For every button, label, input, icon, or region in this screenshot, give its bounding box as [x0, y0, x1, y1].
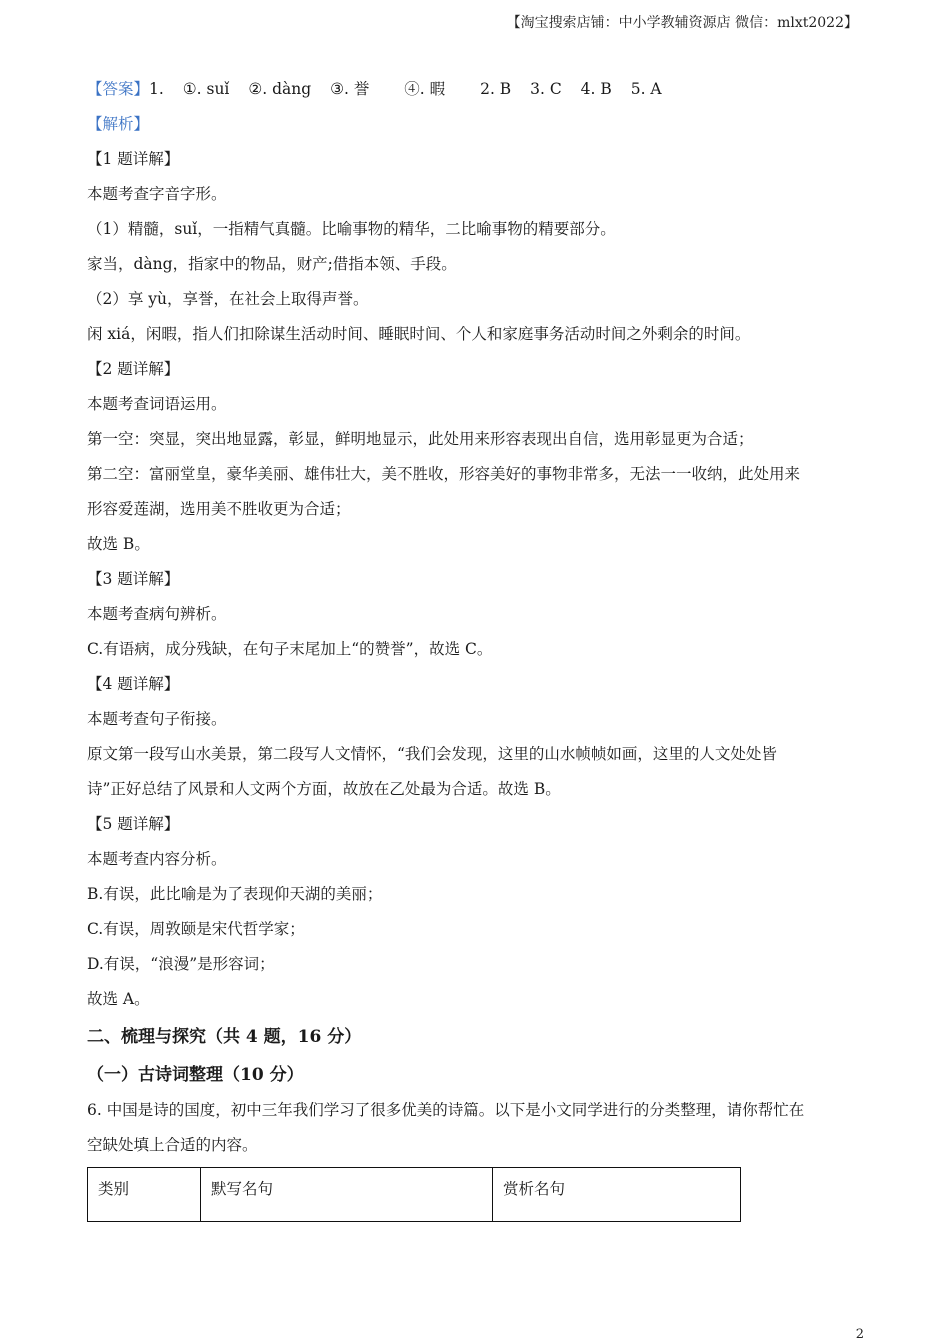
answer-item: ②. dàng [248, 80, 312, 98]
analysis-label: 【解析】 [87, 115, 150, 133]
page-number: 2 [855, 1327, 864, 1342]
document-body [87, 72, 862, 1222]
header-note: 【淘宝搜索店铺：中小学教辅资源店 微信：mlxt2022】 [506, 15, 858, 31]
q3-line: C.有语病，成分残缺，在句子末尾加上“的赞誉”，故选 C。 [87, 640, 493, 658]
q5-heading: 【5 题详解】 [87, 815, 180, 833]
q2-line: 故选 B。 [87, 535, 150, 553]
q6-line: 6. 中国是诗的国度，初中三年我们学习了很多优美的诗篇。以下是小文同学进行的分类整理，请你帮忙在 [87, 1101, 805, 1119]
q4-heading: 【4 题详解】 [87, 675, 180, 693]
q3-heading: 【3 题详解】 [87, 570, 180, 588]
q6-line: 空缺处填上合适的内容。 [87, 1136, 258, 1154]
answer-item: 2. B [480, 80, 512, 98]
q1-line: 闲 xiá，闲暇，指人们扣除谋生活动时间、睡眠时间、个人和家庭事务活动时间之外剩余的时间。 [87, 325, 751, 343]
answer-line [87, 72, 862, 107]
q2-line: 第二空：富丽堂皇，豪华美丽、雄伟壮大，美不胜收，形容美好的事物非常多，无法一一收纳，此处用来 [87, 465, 801, 483]
answer-item: 4. B [580, 80, 612, 98]
table-header-row [88, 1168, 741, 1222]
answer-item: ④. 暇 [404, 80, 446, 98]
q1-line: 家当，dàng，指家中的物品，财产;借指本领、手段。 [87, 255, 457, 273]
answer-item: 3. C [530, 80, 562, 98]
answer-item: 1. [149, 80, 164, 98]
q2-line: 形容爱莲湖，选用美不胜收更为合适； [87, 500, 351, 518]
q5-line: 本题考查内容分析。 [87, 850, 227, 868]
answer-item: 5. A [630, 80, 662, 98]
table-header-cell: 默写名句 [201, 1168, 493, 1222]
q5-line: B.有误，此比喻是为了表现仰天湖的美丽； [87, 885, 383, 903]
q2-line: 本题考查词语运用。 [87, 395, 227, 413]
q3-line: 本题考查病句辨析。 [87, 605, 227, 623]
answer-item: ③. 誉 [330, 80, 370, 98]
section2-subtitle: （一）古诗词整理（10 分） [87, 1065, 304, 1085]
q4-line: 诗”正好总结了风景和人文两个方面，故放在乙处最为合适。故选 B。 [87, 780, 561, 798]
table-header-cell: 赏析名句 [493, 1168, 741, 1222]
q1-line: 本题考查字音字形。 [87, 185, 227, 203]
q4-line: 原文第一段写山水美景，第二段写人文情怀，“我们会发现，这里的山水帧帧如画，这里的人文处处皆 [87, 745, 777, 763]
q1-line: （2）享 yù，享誉，在社会上取得声誉。 [87, 290, 369, 308]
q5-line: 故选 A。 [87, 990, 150, 1008]
q1-line: （1）精髓，suǐ，一指精气真髓。比喻事物的精华，二比喻事物的精要部分。 [87, 220, 616, 238]
answer-item: ①. suǐ [182, 80, 230, 98]
q5-line: C.有误，周敦颐是宋代哲学家； [87, 920, 305, 938]
table-header-cell: 类别 [88, 1168, 201, 1222]
q1-heading: 【1 题详解】 [87, 150, 180, 168]
q4-line: 本题考查句子衔接。 [87, 710, 227, 728]
q2-heading: 【2 题详解】 [87, 360, 180, 378]
category-table [87, 1167, 741, 1222]
section2-title: 二、梳理与探究（共 4 题，16 分） [87, 1027, 362, 1047]
q5-line: D.有误，“浪漫”是形容词； [87, 955, 275, 973]
answer-label: 【答案】 [87, 80, 150, 98]
q2-line: 第一空：突显，突出地显露，彰显，鲜明地显示，此处用来形容表现出自信，选用彰显更为合适； [87, 430, 754, 448]
